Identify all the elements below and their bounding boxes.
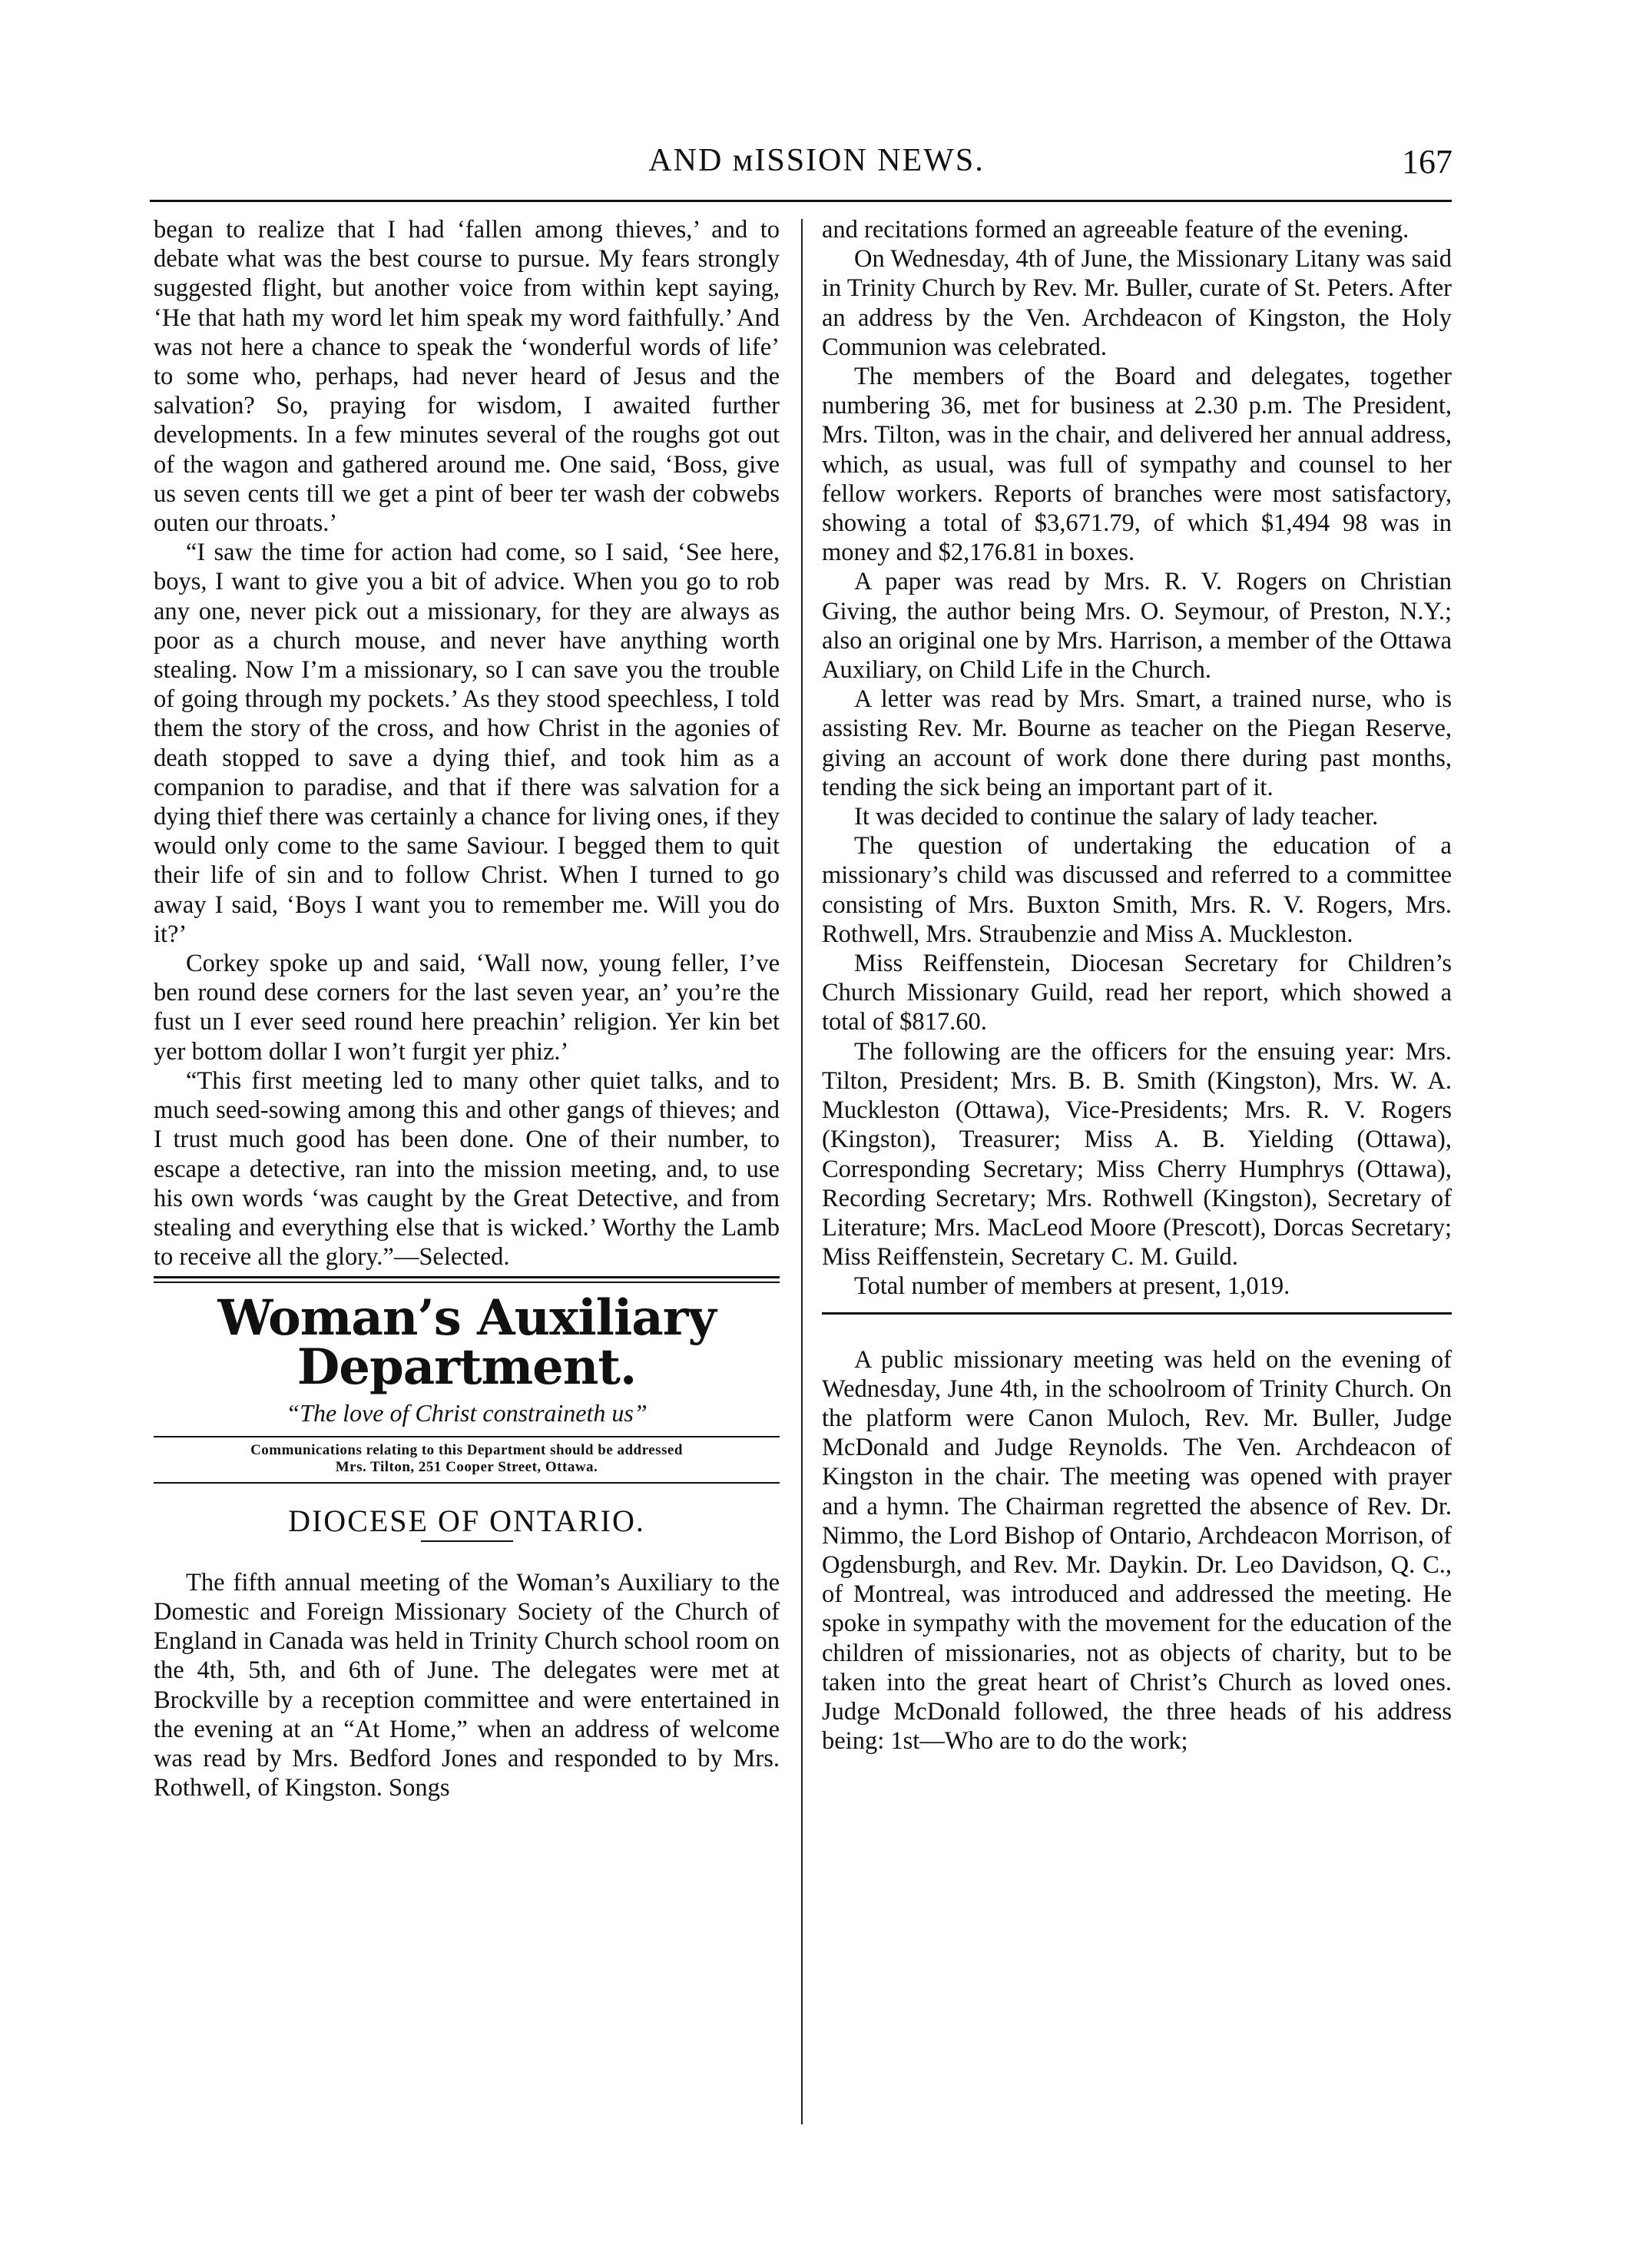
section-rule bbox=[154, 1282, 780, 1283]
department-note-line: Mrs. Tilton, 251 Cooper Street, Ottawa. bbox=[335, 1458, 598, 1475]
article-paragraph: and recitations formed an agreeable feature of the evening. bbox=[822, 216, 1409, 244]
page-header bbox=[0, 134, 1633, 196]
left-column bbox=[154, 215, 780, 1802]
article-paragraph: The members of the Board and delegates, together numbering 36, met for business at 2.30 p.m. The President, Mrs. Tilton, was in the chair, and delivered her annual address, which, as usual, was full of sympathy and counsel to her fellow workers. Reports of branches were most satisfactory, showing a total of $3,671.79, of which $1,494 98 was in money and $2,176.81 in boxes. bbox=[822, 363, 1452, 567]
article-paragraph: Corkey spoke up and said, ‘Wall now, young feller, I’ve ben round dese corners for the last seven year, an’ you’re the fust un I ever seed round here preachin’ religion. Yer kin bet yer bottom dollar I won’t furgit yer phiz.’ bbox=[154, 950, 780, 1066]
article-paragraph: “I saw the time for action had come, so I said, ‘See here, boys, I want to give you a bit of advice. When you go to rob any one, never pick out a missionary, for they are always as poor as a church mouse, and never have anything worth stealing. Now I’m a missionary, so I can save you the trouble of going through my pockets.’ As they stood speechless, I told them the story of the cross, and how Christ in the agonies of death stopped to save a dying thief, and took him as a companion to paradise, and that if there was salvation for a dying thief there was certainly a chance for living ones, if they would only come to the same Saviour. I begged them to quit their life of sin and to follow Christ. When I turned to go away I said, ‘Boys I want you to remember me. Will you do it?’ bbox=[154, 539, 780, 948]
section-rule bbox=[154, 1276, 780, 1278]
article-paragraph: “This first meeting led to many other quiet talks, and to much seed-sowing among this and other gangs of thieves; and I trust much good has been done. One of their number, to escape a detective, ran into the mission meeting, and, to use his own words ‘was caught by the Great Detective, and from stealing and everything else that is wicked.’ Worthy the Lamb to receive all the glory.”—Selected. bbox=[154, 1066, 780, 1272]
department-motto: “The love of Christ constraineth us” bbox=[286, 1399, 648, 1427]
article-paragraph: A public missionary meeting was held on the evening of Wednesday, June 4th, in the schoolroom of Trinity Church. On the platform were Canon Muloch, Rev. Mr. Buller, Judge McDonald and Judge Reynolds. The Ven. Archdeacon of Kingston in the chair. The meeting was opened with prayer and a hymn. The Chairman regretted the absence of Rev. Dr. Nimmo, the Lord Bishop of Ontario, Archdeacon Morrison, of Ogdensburgh, and Rev. Mr. Daykin. Dr. Leo Davidson, Q. C., of Montreal, was introduced and addressed the meeting. He spoke in sympathy with the movement for the education of the children of missionaries, not as objects of charity, but to be taken into the great heart of Christ’s Church as loved ones. Judge McDonald followed, the three heads of his address being: 1st—Who are to do the work; bbox=[822, 1345, 1452, 1756]
article-paragraph: On Wednesday, 4th of June, the Missionary Litany was said in Trinity Church by Rev. Mr. Buller, curate of St. Peters. After an address by the Ven. Archdeacon of Kingston, the Holy Communion was celebrated. bbox=[822, 245, 1452, 361]
article-paragraph: The fifth annual meeting of the Woman’s Auxiliary to the Domestic and Foreign Missionary Society of the Church of England in Canada was held in Trinity Church school room on the 4th, 5th, and 6th of June. The delegates were met at Brockville by a reception committee and were entertained in the evening at an “At Home,” when an address of welcome was read by Mrs. Bedford Jones and responded to by Mrs. Rothwell, of Kingston. Songs bbox=[154, 1568, 780, 1802]
header-rule bbox=[150, 200, 1452, 202]
right-column bbox=[822, 215, 1452, 1756]
article-paragraph: Miss Reiffenstein, Diocesan Secretary for Children’s Church Missionary Guild, read her report, which showed a total of $817.60. bbox=[822, 950, 1452, 1036]
page-number: 167 bbox=[1402, 143, 1452, 181]
article-paragraph: A paper was read by Mrs. R. V. Rogers on Christian Giving, the author being Mrs. O. Seymour, of Preston, N.Y.; also an original one by Mrs. Harrison, a member of the Ottawa Auxiliary, on Child Life in the Church. bbox=[822, 568, 1452, 685]
article-paragraph: began to realize that I had ‘fallen among thieves,’ and to debate what was the best course to pursue. My fears strongly suggested flight, but another voice from within kept saying, ‘He that hath my word let him speak my word faithfully.’ And was not here a chance to speak the ‘wonderful words of life’ to some who, perhaps, had never heard of Jesus and the salvation? So, praying for wisdom, I awaited further developments. In a few minutes several of the roughs got out of the wagon and gathered around me. One said, ‘Boss, give us seven cents till we get a pint of beer ter wash der cobwebs outen our throats.’ bbox=[154, 216, 780, 538]
section-rule bbox=[822, 1312, 1452, 1315]
article-paragraph: The question of undertaking the education of a missionary’s child was discussed and referred to a committee consisting of Mrs. Buxton Smith, Mrs. R. V. Rogers, Mrs. Rothwell, Mrs. Straubenzie and Miss A. Muckleston. bbox=[822, 832, 1452, 948]
column-divider bbox=[801, 219, 803, 2124]
diocese-heading: DIOCESE OF ONTARIO. bbox=[288, 1503, 645, 1538]
department-note-line: Communications relating to this Department should be addressed bbox=[250, 1441, 683, 1458]
note-rule bbox=[154, 1482, 780, 1484]
article-paragraph: The following are the officers for the ensuing year: Mrs. Tilton, President; Mrs. B. B. Smith (Kingston), Mrs. W. A. Muckleston (Ottawa), Vice-Presidents; Mrs. R. V. Rogers (Kingston), Treasurer; Miss A. B. Yielding (Ottawa), Corresponding Secretary; Miss Cherry Humphrys (Ottawa), Recording Secretary; Mrs. Rothwell (Kingston), Secretary of Literature; Mrs. MacLeod Moore (Prescott), Dorcas Secretary; Miss Reiffenstein, Secretary C. M. Guild. bbox=[822, 1037, 1452, 1272]
article-paragraph: It was decided to continue the salary of lady teacher. bbox=[854, 803, 1379, 831]
department-title: Woman’s Auxiliary Department. bbox=[217, 1289, 716, 1397]
note-rule bbox=[154, 1436, 780, 1437]
article-paragraph: A letter was read by Mrs. Smart, a trained nurse, who is assisting Rev. Mr. Bourne as teacher on the Piegan Reserve, giving an account of work done there during past months, tending the sick being an important part of it. bbox=[822, 685, 1452, 801]
article-paragraph: Total number of members at present, 1,019. bbox=[854, 1272, 1290, 1301]
heading-rule bbox=[421, 1540, 513, 1542]
running-title: AND ᴍISSION NEWS. bbox=[648, 143, 985, 178]
